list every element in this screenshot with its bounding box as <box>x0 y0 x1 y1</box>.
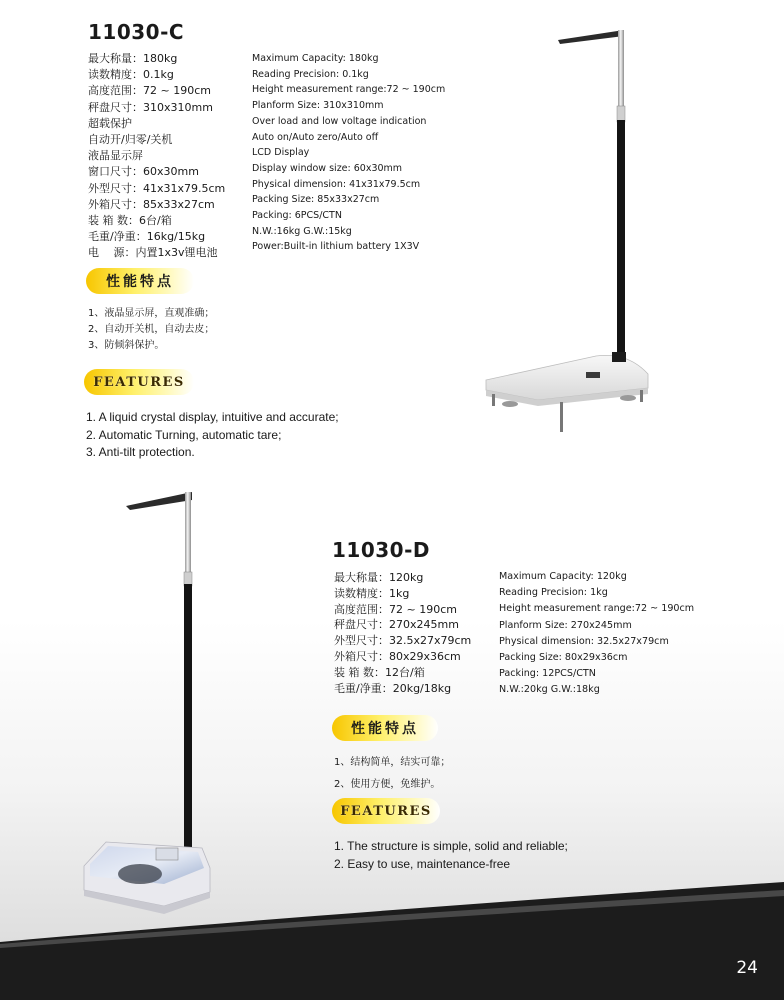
product-d-features-en <box>334 838 568 873</box>
spec-line: Maximum Capacity: 120kg <box>499 571 627 582</box>
product-d-features-cn-badge: 性能特点 <box>332 715 438 741</box>
spec-line: 外型尺寸：32.5x27x79cm <box>334 634 472 648</box>
spec-line: 自动开/归零/关机 <box>88 133 173 147</box>
product-d-scale-illustration <box>78 486 228 918</box>
spec-line: Display window size: 60x30mm <box>252 162 403 174</box>
feature-line: 1、液晶显示屏，直观准确； <box>88 308 215 319</box>
spec-line: Packing: 6PCS/CTN <box>252 210 342 222</box>
footer-swoosh <box>0 880 784 1000</box>
feature-line: 1. The structure is simple, solid and reliable; <box>334 839 568 853</box>
spec-line: 高度范围：72 ~ 190cm <box>88 84 211 98</box>
spec-line: 装 箱 数：12台/箱 <box>334 665 425 679</box>
spec-line: Reading Precision: 0.1kg <box>252 68 369 80</box>
spec-line: Power:Built-in lithium battery 1X3V <box>252 241 420 253</box>
product-c-specs-cn <box>88 51 225 262</box>
feature-line: 2. Easy to use, maintenance-free <box>334 856 511 871</box>
spec-line: LCD Display <box>252 147 310 159</box>
spec-line: N.W.:20kg G.W.:18kg <box>499 684 600 696</box>
product-d-specs-cn <box>334 570 471 696</box>
spec-line: 毛重/净重：16kg/15kg <box>88 230 206 244</box>
product-c-features-cn-badge: 性能特点 <box>86 268 194 294</box>
spec-line: 读数精度：0.1kg <box>88 68 174 82</box>
feature-line: 2、使用方便，免维护。 <box>334 779 441 790</box>
spec-line: 秤盘尺寸：310x310mm <box>88 100 213 114</box>
spec-line: Auto on/Auto zero/Auto off <box>252 131 379 143</box>
spec-line: 电 源：内置1x3v锂电池 <box>88 246 218 260</box>
spec-line: Height measurement range:72 ~ 190cm <box>499 603 695 615</box>
spec-line: 高度范围：72 ~ 190cm <box>334 602 457 616</box>
spec-line: Physical dimension: 41x31x79.5cm <box>252 178 421 190</box>
feature-line: 3、防倾斜保护。 <box>88 340 165 351</box>
spec-line: Maximum Capacity: 180kg <box>252 53 379 64</box>
product-d-specs-en <box>499 569 694 699</box>
feature-line: 1. A liquid crystal display, intuitive and accurate; <box>86 410 339 424</box>
height-rod-head-icon <box>126 492 192 510</box>
product-d-model-title: 11030-D <box>332 538 430 562</box>
product-c-features-en-badge: FEATURES <box>84 369 194 395</box>
spec-line: Over load and low voltage indication <box>252 115 427 127</box>
spec-line: Planform Size: 270x245mm <box>499 619 632 631</box>
page-number: 24 <box>736 958 758 978</box>
product-d-features-en-badge: FEATURES <box>332 798 440 824</box>
feature-line: 2、自动开关机，自动去皮； <box>88 324 215 335</box>
spec-line: 外型尺寸：41x31x79.5cm <box>88 181 226 195</box>
spec-line: 读数精度：1kg <box>334 586 410 600</box>
product-c-model-title: 11030-C <box>88 20 185 44</box>
spec-line: Planform Size: 310x310mm <box>252 100 384 112</box>
spec-line: Packing: 12PCS/CTN <box>499 668 596 680</box>
spec-line: Physical dimension: 32.5x27x79cm <box>499 635 669 647</box>
spec-line: Reading Precision: 1kg <box>499 587 608 599</box>
spec-line: 超载保护 <box>88 116 132 130</box>
spec-line: Height measurement range:72 ~ 190cm <box>252 84 446 96</box>
product-c-features-en <box>86 409 339 462</box>
spec-line: Packing Size: 85x33x27cm <box>252 194 380 206</box>
spec-line: 液晶显示屏 <box>88 149 143 163</box>
spec-line: 外箱尺寸：85x33x27cm <box>88 197 215 211</box>
feature-line: 1、结构简单，结实可靠； <box>334 757 451 768</box>
spec-line: 外箱尺寸：80x29x36cm <box>334 649 461 663</box>
feature-line: 3. Anti-tilt protection. <box>86 445 195 459</box>
product-c-specs-en <box>252 51 445 255</box>
feature-line: 2. Automatic Turning, automatic tare; <box>86 427 282 442</box>
spec-line: 窗口尺寸：60x30mm <box>88 165 199 179</box>
product-c-features-cn <box>88 306 214 354</box>
spec-line: 毛重/净重：20kg/18kg <box>334 681 452 695</box>
spec-line: Packing Size: 80x29x36cm <box>499 652 628 664</box>
spec-line: 最大称量：120kg <box>334 571 424 584</box>
spec-line: 装 箱 数：6台/箱 <box>88 214 172 228</box>
product-c-scale-illustration <box>478 22 658 440</box>
product-d-features-cn <box>334 752 450 796</box>
height-rod-head-icon <box>558 30 624 44</box>
spec-line: N.W.:16kg G.W.:15kg <box>252 225 352 237</box>
spec-line: 最大称量：180kg <box>88 52 178 65</box>
spec-line: 秤盘尺寸：270x245mm <box>334 618 459 632</box>
